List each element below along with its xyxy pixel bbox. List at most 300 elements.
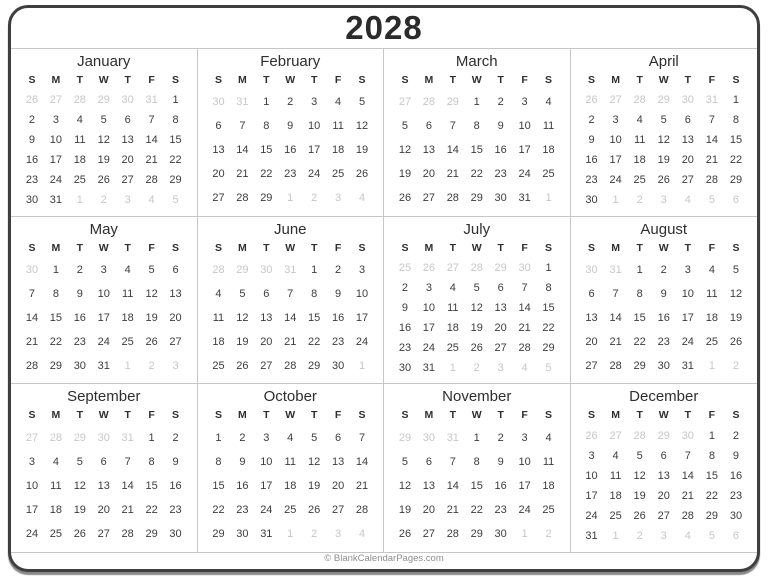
day-cell: 19 [633, 490, 646, 503]
day-cell: 21 [236, 168, 249, 181]
day-cell-adjacent-month: 3 [335, 192, 342, 205]
day-cell: 11 [706, 288, 718, 301]
day-cell: 22 [705, 490, 718, 503]
day-cell: 21 [681, 490, 694, 503]
day-cell: 23 [169, 504, 182, 517]
week-row [580, 361, 749, 372]
weekday-label: M [51, 74, 61, 86]
week-row [580, 95, 749, 106]
day-cell: 1 [545, 262, 552, 275]
week-row [580, 195, 749, 206]
day-cell: 29 [145, 528, 158, 541]
day-cell: 13 [657, 470, 670, 483]
day-cell: 27 [121, 174, 134, 187]
day-cell: 22 [212, 504, 225, 517]
day-cell: 9 [497, 456, 504, 469]
month-block [11, 384, 198, 552]
day-cell: 15 [145, 480, 158, 493]
month-block [11, 217, 198, 385]
day-cell-adjacent-month: 1 [612, 530, 619, 543]
day-cell: 16 [25, 154, 39, 167]
weekday-label: T [684, 409, 692, 422]
weekday-label: M [51, 409, 61, 422]
day-cell: 14 [121, 480, 134, 493]
day-cell-adjacent-month: 2 [545, 528, 552, 541]
week-row [207, 337, 375, 348]
day-cell-adjacent-month: 4 [358, 528, 366, 541]
day-cell: 30 [25, 194, 39, 207]
day-cell: 13 [212, 144, 225, 157]
day-cell: 9 [497, 120, 504, 133]
day-cell: 4 [335, 96, 342, 109]
weekday-label: T [124, 409, 131, 422]
day-cell: 8 [545, 282, 552, 295]
day-cell: 20 [97, 504, 110, 517]
day-cell: 1 [636, 264, 643, 277]
weekday-label: F [148, 241, 155, 254]
day-cell-adjacent-month: 29 [236, 264, 249, 277]
day-cell-adjacent-month: 27 [49, 94, 62, 107]
day-cell-adjacent-month: 2 [311, 528, 318, 541]
day-cell: 2 [239, 431, 246, 444]
week-row [20, 313, 188, 324]
weekday-label: S [172, 409, 180, 422]
week-row [20, 155, 188, 166]
weekday-label: S [732, 74, 740, 86]
day-cell: 6 [497, 282, 504, 295]
day-cell: 13 [681, 134, 694, 147]
week-row [207, 529, 375, 540]
day-cell: 10 [97, 288, 110, 301]
day-cell: 27 [331, 504, 345, 517]
weekday-label: S [358, 74, 366, 86]
day-cell: 6 [124, 114, 131, 127]
day-cell-adjacent-month: 26 [585, 94, 598, 107]
week-row [393, 505, 561, 516]
weekday-label: S [28, 74, 36, 86]
day-cell: 9 [401, 302, 409, 314]
day-cell: 8 [636, 288, 643, 301]
day-cell: 10 [609, 134, 622, 147]
day-cell: 10 [518, 120, 531, 133]
day-cell: 10 [585, 470, 598, 483]
day-cell: 27 [212, 192, 225, 205]
week-row [207, 313, 375, 324]
day-cell-adjacent-month: 2 [311, 192, 318, 205]
day-cell: 23 [657, 335, 670, 348]
day-cell: 9 [172, 456, 179, 469]
day-cell-adjacent-month: 26 [422, 262, 435, 275]
week-row [207, 481, 375, 492]
week-row [580, 451, 749, 462]
weekday-label: M [238, 74, 247, 86]
month-weeks [393, 426, 561, 547]
day-cell: 21 [121, 504, 134, 517]
day-cell: 16 [331, 311, 345, 324]
day-cell: 24 [260, 504, 273, 517]
month-block [198, 217, 385, 385]
day-cell: 3 [52, 114, 59, 127]
weekday-label: M [238, 241, 247, 254]
day-cell: 28 [609, 359, 622, 372]
day-cell: 6 [172, 264, 179, 277]
day-cell: 30 [729, 510, 743, 523]
day-cell: 19 [145, 311, 158, 324]
day-cell: 3 [100, 264, 107, 277]
week-row [580, 471, 749, 482]
day-cell-adjacent-month: 31 [609, 264, 622, 277]
day-cell: 5 [76, 456, 83, 469]
weekday-label: T [76, 241, 84, 254]
weekday-label: F [334, 74, 342, 86]
week-row [580, 155, 749, 166]
day-cell: 3 [358, 264, 366, 277]
day-cell-adjacent-month: 1 [521, 528, 528, 541]
weekday-label: T [124, 241, 131, 254]
day-cell: 10 [681, 288, 694, 301]
day-cell-adjacent-month: 27 [398, 96, 412, 109]
week-row [580, 431, 749, 442]
week-row [20, 265, 188, 276]
weekday-label: F [148, 409, 155, 422]
day-cell: 30 [585, 194, 598, 207]
day-cell: 29 [729, 174, 743, 187]
day-cell: 18 [49, 504, 62, 517]
day-cell-adjacent-month: 4 [358, 192, 366, 205]
day-cell: 1 [708, 429, 715, 442]
weekday-header-row [207, 74, 375, 91]
day-cell-adjacent-month: 1 [708, 359, 715, 372]
day-cell: 8 [263, 120, 270, 133]
weekday-label: T [76, 74, 84, 86]
day-cell: 16 [73, 311, 86, 324]
day-cell: 5 [311, 431, 318, 444]
week-row [20, 457, 188, 468]
day-cell: 17 [518, 480, 531, 493]
month-weeks [580, 426, 749, 547]
day-cell: 25 [121, 335, 134, 348]
day-cell: 28 [705, 174, 718, 187]
day-cell: 11 [633, 134, 646, 147]
day-cell: 18 [73, 154, 86, 167]
day-cell: 20 [169, 311, 182, 324]
day-cell-adjacent-month: 31 [284, 264, 297, 277]
weekday-label: F [334, 409, 342, 422]
day-cell: 28 [355, 504, 369, 517]
day-cell: 24 [308, 168, 321, 181]
day-cell: 23 [398, 341, 412, 354]
day-cell: 22 [542, 321, 555, 334]
weekday-label: T [636, 74, 643, 86]
day-cell: 25 [49, 528, 62, 541]
week-row [20, 115, 188, 126]
day-cell: 21 [518, 321, 531, 334]
day-cell: 18 [331, 144, 345, 157]
day-cell: 8 [732, 114, 740, 127]
day-cell: 2 [401, 282, 409, 295]
day-cell: 9 [660, 288, 667, 301]
day-cell: 25 [542, 504, 555, 517]
day-cell: 5 [239, 288, 246, 301]
day-cell: 28 [446, 528, 459, 541]
day-cell: 31 [585, 530, 598, 543]
day-cell: 3 [612, 114, 619, 127]
day-cell: 28 [446, 192, 459, 205]
day-cell: 14 [705, 134, 718, 147]
weekday-label: W [98, 74, 109, 86]
day-cell: 2 [588, 114, 595, 127]
day-cell: 11 [542, 456, 555, 469]
week-row [580, 531, 749, 542]
months-grid [11, 48, 757, 553]
day-cell: 15 [633, 311, 646, 324]
day-cell-adjacent-month: 1 [612, 194, 619, 207]
weekday-label: W [98, 409, 109, 422]
day-cell-adjacent-month: 28 [49, 431, 62, 444]
month-name: June [273, 220, 307, 238]
weekday-header-row [207, 409, 375, 426]
day-cell-adjacent-month: 2 [636, 194, 643, 207]
month-name: November [442, 388, 512, 406]
day-cell: 31 [49, 194, 62, 207]
day-cell: 1 [473, 431, 480, 444]
day-cell: 11 [284, 456, 296, 469]
week-row [393, 323, 561, 334]
day-cell: 31 [97, 359, 110, 372]
day-cell: 16 [398, 321, 412, 334]
week-row [580, 175, 749, 186]
month-weeks [207, 426, 375, 547]
day-cell-adjacent-month: 3 [660, 530, 667, 543]
day-cell: 7 [449, 456, 456, 469]
day-cell-adjacent-month: 29 [446, 96, 459, 109]
weekday-label: T [76, 409, 84, 422]
day-cell: 4 [215, 288, 222, 301]
day-cell: 31 [260, 528, 273, 541]
day-cell: 10 [355, 288, 369, 301]
day-cell: 22 [470, 168, 483, 181]
day-cell: 15 [470, 144, 483, 157]
day-cell: 13 [494, 302, 507, 314]
day-cell: 31 [681, 359, 694, 372]
day-cell: 26 [398, 192, 412, 205]
day-cell: 11 [50, 480, 62, 493]
weekday-label: W [658, 241, 669, 254]
day-cell: 29 [470, 528, 483, 541]
day-cell: 22 [49, 335, 62, 348]
weekday-label: W [285, 74, 296, 86]
weekday-label: M [424, 409, 434, 422]
day-cell: 10 [518, 456, 531, 469]
day-cell: 6 [588, 288, 595, 301]
week-row [207, 505, 375, 516]
day-cell: 18 [121, 311, 134, 324]
day-cell: 11 [542, 120, 555, 133]
week-row [580, 491, 749, 502]
day-cell: 16 [494, 480, 507, 493]
day-cell: 6 [100, 456, 107, 469]
day-cell: 27 [585, 359, 598, 372]
day-cell: 2 [287, 96, 294, 109]
month-name: July [463, 220, 491, 238]
day-cell: 23 [73, 335, 86, 348]
day-cell: 29 [308, 359, 321, 372]
day-cell-adjacent-month: 27 [25, 431, 39, 444]
month-name: March [455, 53, 498, 70]
weekday-label: S [732, 241, 740, 254]
day-cell: 1 [473, 96, 480, 109]
weekday-label: F [708, 241, 716, 254]
week-row [207, 265, 375, 276]
day-cell: 18 [609, 490, 622, 503]
day-cell: 29 [49, 359, 62, 372]
day-cell: 11 [447, 302, 459, 314]
month-block [198, 49, 385, 217]
day-cell: 16 [284, 144, 297, 157]
day-cell: 14 [25, 311, 39, 324]
day-cell: 9 [732, 449, 740, 462]
day-cell: 3 [425, 282, 432, 295]
day-cell-adjacent-month: 30 [422, 431, 435, 444]
day-cell: 11 [212, 311, 225, 324]
weekday-label: W [471, 241, 482, 254]
day-cell: 18 [633, 154, 646, 167]
month-weeks [580, 259, 749, 379]
month-weeks [393, 91, 561, 211]
week-row [20, 195, 188, 206]
day-cell: 18 [542, 144, 555, 157]
weekday-label: S [401, 241, 409, 254]
day-cell: 10 [25, 480, 39, 493]
month-block [198, 384, 385, 552]
day-cell-adjacent-month: 1 [449, 361, 456, 374]
day-cell: 17 [609, 154, 622, 167]
day-cell-adjacent-month: 30 [518, 262, 531, 275]
day-cell: 3 [588, 449, 595, 462]
day-cell: 4 [708, 264, 715, 277]
day-cell: 14 [681, 470, 694, 483]
day-cell: 17 [308, 144, 321, 157]
weekday-header-row [393, 409, 561, 426]
weekday-label: T [684, 241, 692, 254]
day-cell-adjacent-month: 31 [236, 96, 249, 109]
week-row [20, 529, 188, 540]
weekday-label: M [424, 241, 434, 254]
day-cell: 5 [100, 114, 107, 127]
day-cell: 10 [49, 134, 62, 147]
day-cell: 25 [73, 174, 86, 187]
day-cell: 22 [729, 154, 743, 167]
week-row [207, 289, 375, 300]
day-cell: 1 [215, 431, 222, 444]
week-row [207, 361, 375, 372]
day-cell: 20 [331, 480, 345, 493]
weekday-label: W [285, 409, 296, 422]
day-cell: 16 [585, 154, 598, 167]
weekday-label: S [588, 241, 596, 254]
weekday-label: T [310, 409, 318, 422]
day-cell-adjacent-month: 29 [398, 431, 412, 444]
day-cell: 11 [332, 120, 344, 133]
day-cell: 28 [145, 174, 158, 187]
day-cell: 12 [73, 480, 86, 493]
day-cell: 20 [212, 168, 225, 181]
day-cell: 30 [657, 359, 670, 372]
weekday-label: W [471, 74, 482, 86]
month-weeks [207, 91, 375, 211]
day-cell-adjacent-month: 29 [657, 94, 670, 107]
day-cell-adjacent-month: 30 [97, 431, 110, 444]
calendar-page [8, 5, 760, 572]
weekday-label: S [545, 74, 553, 86]
day-cell-adjacent-month: 30 [121, 94, 134, 107]
day-cell: 12 [308, 456, 321, 469]
day-cell-adjacent-month: 2 [100, 194, 107, 207]
day-cell-adjacent-month: 1 [76, 194, 83, 207]
weekday-label: T [310, 241, 318, 254]
day-cell-adjacent-month: 31 [145, 94, 158, 107]
day-cell-adjacent-month: 29 [494, 262, 507, 275]
day-cell: 6 [684, 114, 691, 127]
day-cell-adjacent-month: 4 [148, 194, 155, 207]
day-cell: 3 [311, 96, 318, 109]
week-row [580, 135, 749, 146]
weekday-label: F [708, 409, 716, 422]
month-name: February [260, 53, 321, 70]
day-cell: 3 [521, 431, 528, 444]
week-row [393, 303, 561, 314]
day-cell: 8 [52, 288, 59, 301]
month-block [384, 217, 571, 385]
day-cell: 17 [49, 154, 62, 167]
day-cell-adjacent-month: 6 [732, 530, 740, 543]
day-cell: 29 [633, 359, 646, 372]
day-cell: 14 [145, 134, 158, 147]
week-row [207, 97, 375, 108]
weekday-label: T [497, 409, 504, 422]
day-cell: 1 [148, 431, 155, 444]
weekday-label: T [449, 74, 457, 86]
day-cell: 31 [518, 192, 531, 205]
day-cell: 8 [473, 456, 480, 469]
day-cell: 2 [76, 264, 83, 277]
weekday-label: S [401, 74, 409, 86]
week-row [393, 97, 561, 108]
week-row [393, 481, 561, 492]
day-cell: 12 [398, 144, 412, 157]
day-cell-adjacent-month: 4 [684, 194, 691, 207]
day-cell: 26 [470, 341, 483, 354]
weekday-label: W [471, 409, 482, 422]
day-cell-adjacent-month: 30 [260, 264, 273, 277]
day-cell: 29 [705, 510, 718, 523]
day-cell: 29 [542, 341, 555, 354]
day-cell: 8 [215, 456, 222, 469]
day-cell: 2 [660, 264, 667, 277]
day-cell: 4 [287, 431, 294, 444]
week-row [207, 433, 375, 444]
week-row [580, 115, 749, 126]
day-cell: 9 [335, 288, 342, 301]
day-cell: 6 [335, 431, 342, 444]
day-cell: 17 [25, 504, 39, 517]
day-cell: 28 [25, 359, 39, 372]
month-block [384, 384, 571, 552]
day-cell: 17 [422, 321, 435, 334]
day-cell: 31 [422, 361, 435, 374]
day-cell: 10 [308, 120, 321, 133]
week-row [580, 313, 749, 324]
